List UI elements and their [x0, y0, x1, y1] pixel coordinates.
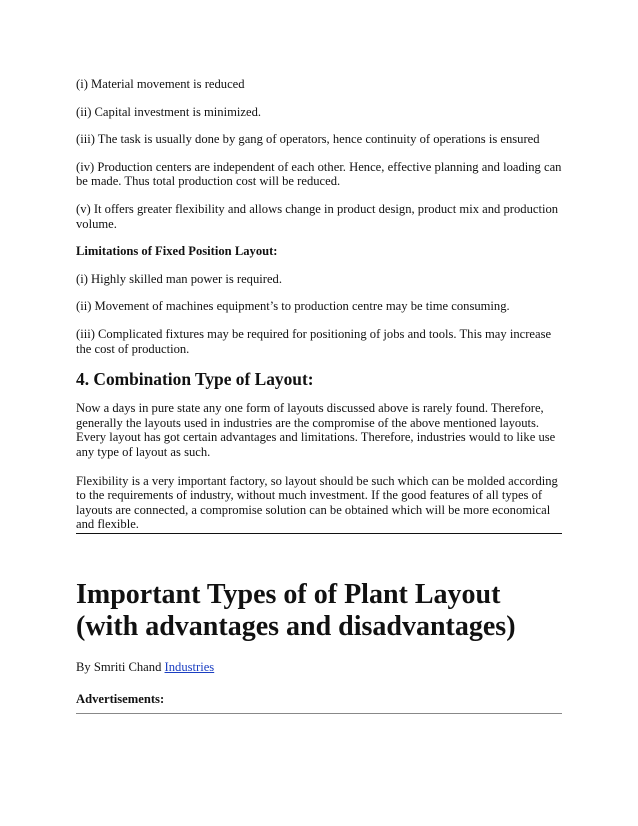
document-content [76, 0, 562, 714]
combination-paragraph: Flexibility is a very important factory, so layout should be such which can be molded according to the requirements of industry, without much investment. If the good features of all types of layouts are connected, a compromise solution can be obtained which will be more economical and flexible. [76, 473, 558, 532]
combination-paragraph: Now a days in pure state any one form of layouts discussed above is rarely found. Therefore, generally the layouts used in industries are the compromise of the above mentioned layouts. Every layout has got certain advantages and limitations. Therefore, industries would to like use any type of layout as such. [76, 401, 556, 459]
limitation-item: (i) Highly skilled man power is required. [76, 271, 283, 286]
section-divider [76, 533, 562, 534]
category-link-industries[interactable]: Industries [164, 659, 215, 674]
limitation-item: (iii) Complicated fixtures may be required for positioning of jobs and tools. This may increase the cost of production. [76, 326, 552, 356]
ads-divider [76, 713, 562, 714]
advantage-item: (ii) Capital investment is minimized. [76, 104, 262, 119]
limitation-item: (ii) Movement of machines equipment’s to production centre may be time consuming. [76, 299, 510, 314]
limitations-heading: Limitations of Fixed Position Layout: [76, 244, 278, 259]
article-title: Important Types of of Plant Layout (with advantages and disadvantages) [76, 578, 516, 642]
advantage-item: (iii) The task is usually done by gang of operators, hence continuity of operations is ensured [76, 132, 540, 147]
advantage-item: (v) It offers greater flexibility and allows change in product design, product mix and production volume. [76, 201, 559, 231]
combination-layout-heading: 4. Combination Type of Layout: [76, 369, 314, 390]
advertisements-label: Advertisements: [76, 692, 165, 707]
advantage-item: (iv) Production centers are independent of each other. Hence, effective planning and loading can be made. Thus total production cost will be reduced. [76, 159, 562, 189]
byline [76, 660, 562, 675]
author-name: By Smriti Chand [76, 659, 162, 674]
advantage-item: (i) Material movement is reduced [76, 77, 245, 91]
